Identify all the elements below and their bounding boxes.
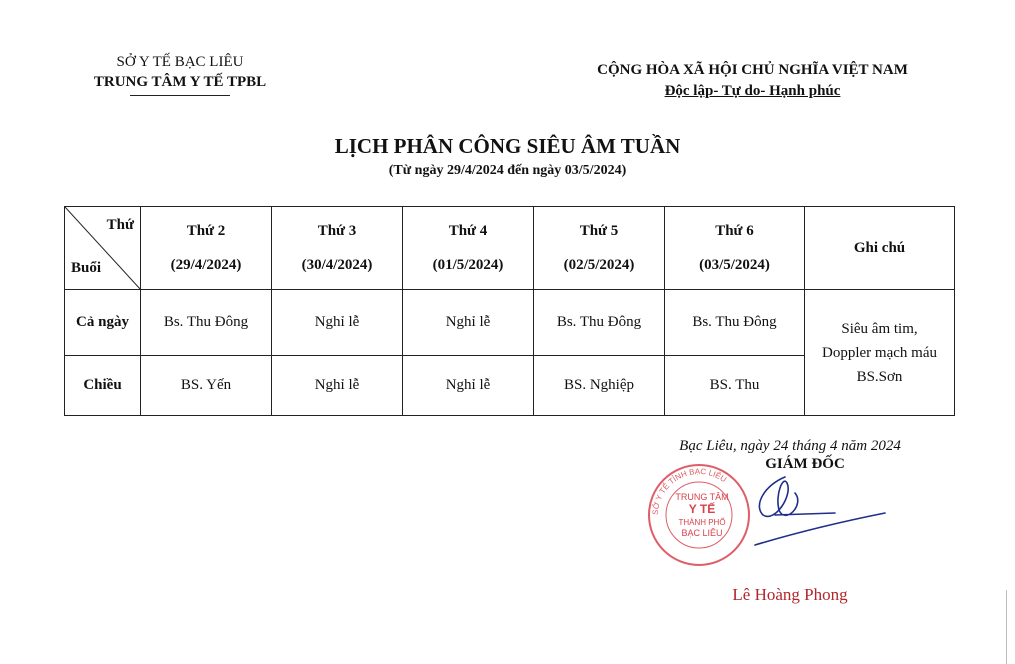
schedule-cell: Nghỉ lễ: [403, 356, 534, 416]
table-row: [65, 290, 955, 356]
national-motto: Độc lập- Tự do- Hạnh phúc: [664, 83, 841, 99]
place-date: Bạc Liêu, ngày 24 tháng 4 năm 2024: [679, 438, 901, 454]
day-date: (03/5/2024): [699, 257, 770, 273]
handwritten-signature: [735, 465, 895, 550]
document-subtitle: (Từ ngày 29/4/2024 đến ngày 03/5/2024): [388, 163, 627, 178]
schedule-cell: Bs. Thu Đông: [665, 290, 805, 356]
document-title: LỊCH PHÂN CÔNG SIÊU ÂM TUẦN: [334, 134, 681, 158]
stamp-center-line: Y TẾ: [688, 502, 716, 516]
schedule-cell: Nghỉ lễ: [272, 290, 403, 356]
day-header: [272, 207, 403, 290]
day-name: Thứ 6: [715, 223, 754, 239]
note-line: Doppler mạch máu: [822, 344, 937, 361]
note-line: Siêu âm tim,: [841, 320, 918, 337]
schedule-cell: Nghỉ lễ: [272, 356, 403, 416]
day-name: Thứ 5: [579, 223, 619, 239]
signer-name: Lê Hoàng Phong: [732, 585, 848, 604]
day-header: [403, 207, 534, 290]
page-edge-divider: [1006, 590, 1007, 664]
national-title: CỘNG HÒA XÃ HỘI CHỦ NGHĨA VIỆT NAM: [597, 62, 908, 78]
day-header: [534, 207, 665, 290]
day-header: [141, 207, 272, 290]
stamp-center-line: BẠC LIÊU: [681, 528, 723, 538]
header-left: [70, 52, 290, 96]
signer-title: GIÁM ĐỐC: [765, 456, 845, 472]
day-name: Thứ 3: [317, 223, 357, 239]
session-label: Cả ngày: [65, 290, 141, 356]
day-date: (01/5/2024): [432, 257, 504, 273]
session-label: Chiều: [65, 356, 141, 416]
stamp-ring-text: SỞ Y TẾ TỈNH BẠC LIÊU: [650, 466, 729, 516]
department-name: SỞ Y TẾ BẠC LIÊU: [116, 54, 244, 70]
stamp-center-line: TRUNG TÂM: [675, 492, 729, 502]
day-date: (02/5/2024): [563, 257, 635, 273]
day-name: Thứ 2: [186, 223, 226, 239]
schedule-cell: Nghỉ lễ: [403, 290, 534, 356]
header-left-rule: [130, 95, 230, 96]
day-header: [665, 207, 805, 290]
schedule-cell: Bs. Thu Đông: [141, 290, 272, 356]
schedule-cell: BS. Nghiệp: [534, 356, 665, 416]
center-name: TRUNG TÂM Y TẾ TPBL: [93, 74, 267, 90]
header-right: [555, 60, 950, 102]
schedule-cell: BS. Thu: [665, 356, 805, 416]
day-date: (30/4/2024): [301, 257, 373, 273]
note-cell: [805, 290, 955, 416]
table-header-row: [65, 207, 955, 290]
schedule-cell: Bs. Thu Đông: [534, 290, 665, 356]
schedule-table: [64, 206, 955, 416]
day-date: (29/4/2024): [170, 257, 242, 273]
corner-session-label: Buổi: [71, 260, 102, 276]
note-line: BS.Sơn: [856, 368, 903, 385]
note-header: Ghi chú: [805, 207, 955, 290]
day-name: Thứ 4: [448, 223, 488, 239]
corner-cell: [65, 207, 141, 290]
stamp-center-line: THÀNH PHỐ: [678, 518, 726, 527]
corner-day-label: Thứ: [106, 217, 134, 233]
schedule-cell: BS. Yến: [141, 356, 272, 416]
